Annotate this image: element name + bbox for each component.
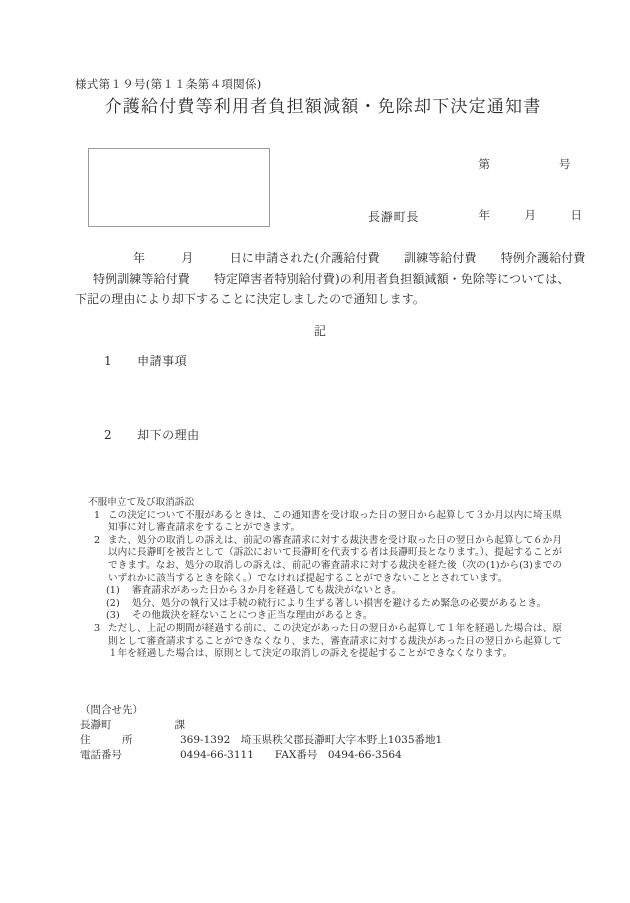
contact-address-label: 住 所 (80, 734, 133, 746)
appeal-item-2-text: また、処分の取消しの訴えは、前記の審査請求に対する裁決書を受け取った日の翌日から起算して６か月以内に長瀞町を被告として（訴訟において長瀞町を代表する者は長瀞町長となります。）、提起することができます。なお、処分の取消しの訴えは、前記の審査請求に対する裁決を経た後（次の(1)から(3)までのいずれかに該当するときを除く。）でなければ提起することができないこととされています。 (108, 534, 562, 584)
page-title: 介護給付費等利用者負担額減額・免除却下決定通知書 (104, 97, 542, 117)
appeal-subitem-1-number: (1) (106, 585, 120, 597)
appeal-item-3-text: ただし、上記の期間が経過する前に、この決定があった日の翌日から起算して１年を経過した場合は、原則として審査請求することができなくなり、また、審査請求に対する裁決があった日の翌日から起算して１年を経過した場合は、原則として決定の取消しの訴えを提起することができなくなります。 (108, 622, 562, 660)
document-date-line: 年 月 日 (478, 208, 582, 222)
appeal-heading: 不服申立て及び取消訴訟 (88, 497, 195, 508)
appeal-subitem-3-number: (3) (106, 610, 120, 622)
ki-marker: 記 (313, 324, 326, 338)
document-meta (479, 122, 583, 258)
contact-address-row (80, 733, 442, 748)
appeal-item-3-number: 3 (94, 622, 101, 634)
appeal-subitem-2-text: 処分、処分の執行又は手続の続行により生ずる著しい損害を避けるため緊急の必要があるとき。 (132, 597, 547, 609)
section-1-label: 申請事項 (137, 354, 188, 368)
contact-organization: 長瀞町 課 (80, 719, 185, 731)
body-line-1: 年 月 日に申請された(介護給付費 訓練等給付費 特例介護給付費 (133, 251, 586, 265)
appeal-subitem-2-number: (2) (106, 597, 120, 609)
appeal-notice (88, 497, 562, 661)
appeal-item-1 (88, 510, 562, 535)
section-rejection-reason (104, 426, 200, 443)
body-line-2: 特例訓練等給付費 特定障害者特別給付費)の利用者負担額減額・免除等については、 (93, 271, 570, 286)
contact-phone-label: 電話番号 (80, 749, 122, 761)
issuer-name: 長瀞町長 (368, 210, 420, 224)
contact-block (80, 703, 442, 763)
appeal-item-1-text: この決定について不服があるときは、この通知書を受け取った日の翌日から起算して３か月以内に埼玉県知事に対し審査請求をすることができます。 (108, 509, 562, 534)
appeal-item-1-number: 1 (94, 509, 101, 521)
form-number: 様式第１９号(第１１条第４項関係) (75, 77, 262, 91)
section-2-number: 2 (104, 428, 113, 442)
appeal-subitem-1-text: 審査請求があった日から３か月を経過しても裁決がないとき。 (132, 585, 402, 597)
appeal-subitem-3-text: その他裁決を経ないことにつき正当な理由があるとき。 (132, 610, 373, 622)
contact-address-value: 369-1392 埼玉県秩父郡長瀞町大字本野上1035番地1 (180, 734, 443, 746)
section-2-label: 却下の理由 (137, 428, 200, 442)
appeal-subitem-2 (88, 598, 562, 611)
recipient-address-box (88, 148, 270, 227)
contact-phone-value: 0494-66-3111 FAX番号 0494-66-3564 (180, 749, 402, 761)
section-application-items (104, 352, 187, 369)
appeal-item-2 (88, 535, 562, 585)
body-paragraph (75, 248, 586, 310)
contact-phone-row (80, 748, 442, 763)
contact-heading: （問合せ先） (80, 704, 143, 716)
appeal-subitem-1 (88, 585, 562, 598)
appeal-item-3 (88, 623, 562, 661)
appeal-subitem-3 (88, 610, 562, 623)
appeal-item-2-number: 2 (94, 534, 101, 546)
section-1-number: 1 (104, 354, 113, 368)
document-number-line: 第 号 (478, 157, 571, 171)
body-line-3: 下記の理由により却下することに決定しましたので通知します。 (75, 292, 425, 306)
